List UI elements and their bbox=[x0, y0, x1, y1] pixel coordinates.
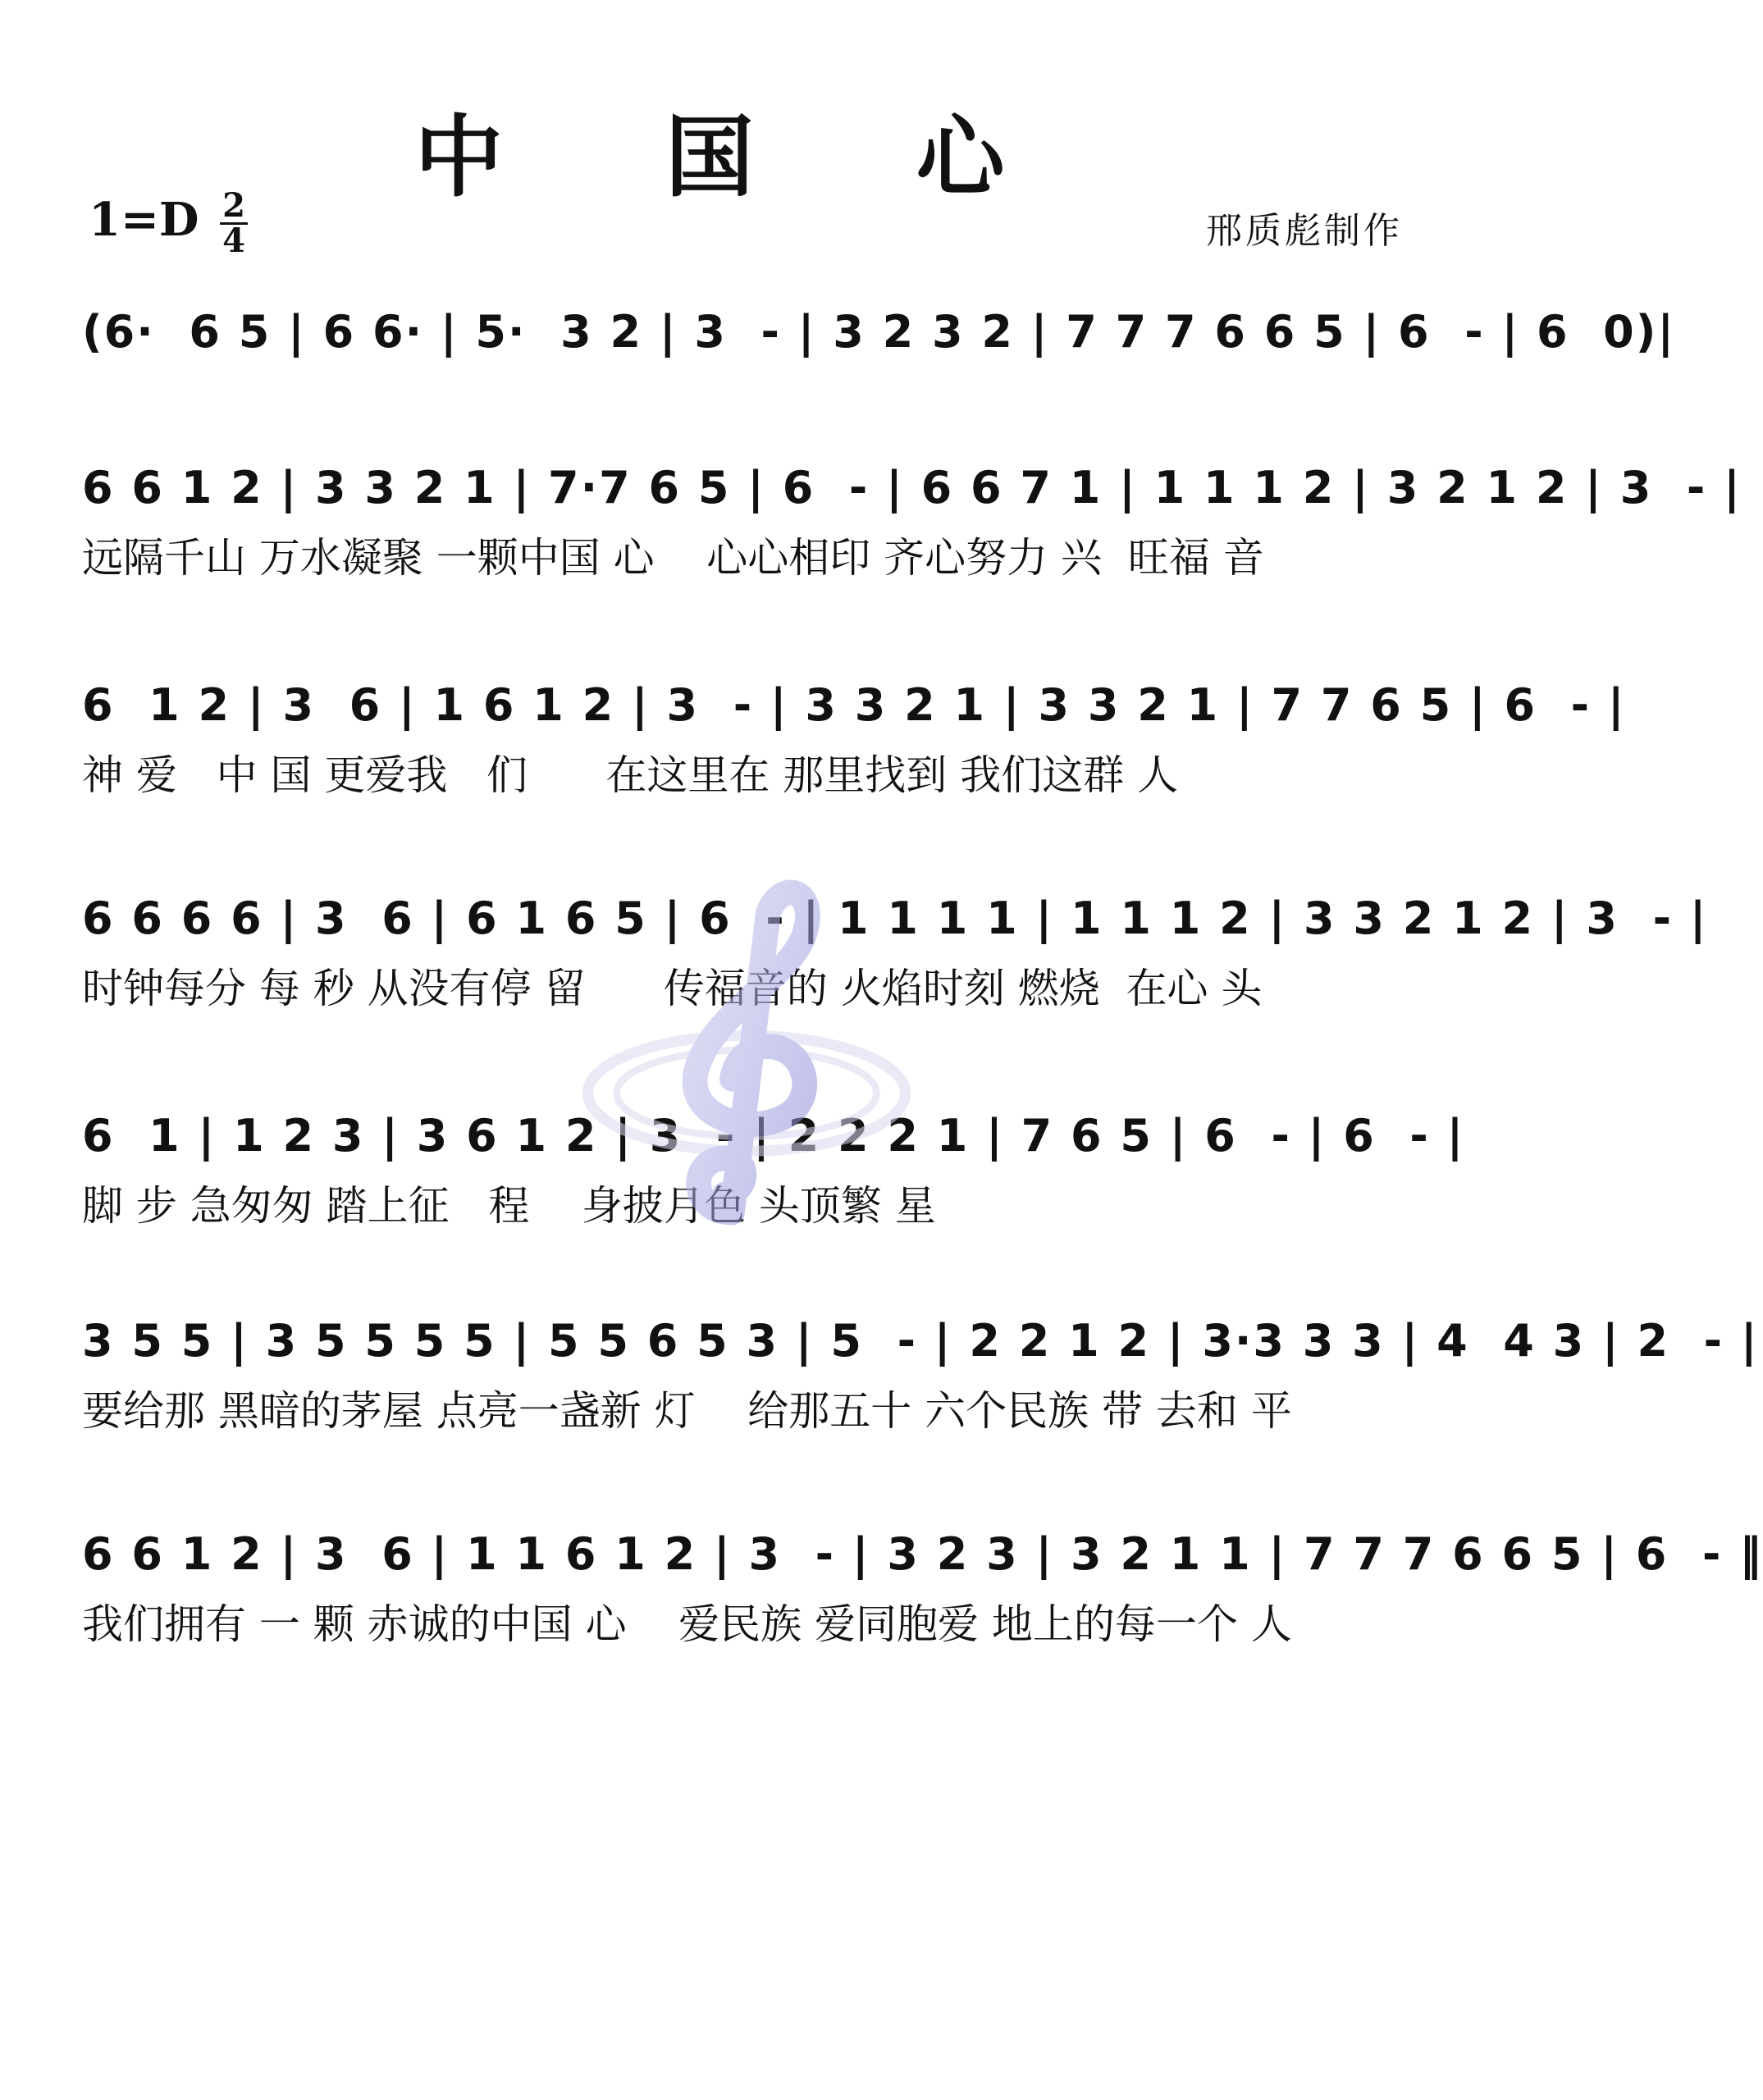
notation-line: 6 6 6 6 | 3 6 | 6 1 6 5 | 6 - | 1 1 1 1 | 1 1 1 2 | 3 3 2 1 2 | 3 - | bbox=[82, 892, 1708, 944]
key-signature: 1=D bbox=[89, 193, 199, 247]
score-line bbox=[82, 1513, 1763, 1727]
lyrics-line: 我们拥有 一 颗 赤诚的中国 心 爱民族 爱同胞爱 地上的每一个 人 bbox=[82, 1600, 1292, 1648]
score-line bbox=[82, 664, 1626, 878]
lyrics-line: 要给那 黑暗的茅屋 点亮一盏新 灯 给那五十 六个民族 带 去和 平 bbox=[82, 1387, 1292, 1435]
song-title: 中 国 心 bbox=[414, 107, 1071, 209]
author-credit: 邢质彪制作 bbox=[1206, 210, 1403, 252]
time-signature-bottom: 4 bbox=[222, 221, 245, 260]
time-signature-top: 2 bbox=[222, 186, 245, 225]
lyrics-line: 神 爱 中 国 更爱我 们 在这里在 那里找到 我们这群 人 bbox=[82, 751, 1179, 799]
score-line bbox=[82, 1300, 1759, 1513]
notation-line: (6· 6 5 | 6 6· | 5· 3 2 | 3 - | 3 2 3 2 | 7 7 7 6 6 5 | 6 - | 6 0)| bbox=[82, 306, 1676, 358]
time-signature bbox=[220, 186, 248, 260]
notation-line: 3 5 5 | 3 5 5 5 5 | 5 5 6 5 3 | 5 - | 2 2 1 2 | 3·3 3 3 | 4 4 3 | 2 - | bbox=[82, 1315, 1759, 1367]
lyrics-line bbox=[82, 373, 1411, 431]
notation-line: 6 1 2 | 3 6 | 1 6 1 2 | 3 - | 3 3 2 1 | 3 3 2 1 | 7 7 6 5 | 6 - | bbox=[82, 679, 1626, 731]
notation-line: 6 6 1 2 | 3 6 | 1 1 6 1 2 | 3 - | 3 2 3 | 3 2 1 1 | 7 7 7 6 6 5 | 6 - ‖ bbox=[82, 1528, 1763, 1580]
lyrics-line: 脚 步 急匆匆 踏上征 程 身披月色 头顶繁 星 bbox=[82, 1182, 936, 1230]
lyrics-line: 时钟每分 每 秒 从没有停 留 传福音的 火焰时刻 燃烧 在心 头 bbox=[82, 965, 1263, 1012]
treble-clef-watermark-icon bbox=[566, 870, 927, 1230]
notation-line: 6 6 1 2 | 3 3 2 1 | 7·7 6 5 | 6 - | 6 6 7 1 | 1 1 1 2 | 3 2 1 2 | 3 - | bbox=[82, 462, 1742, 514]
lyrics-line: 远隔千山 万水凝聚 一颗中国 心 心心相印 齐心努力 兴 旺福 音 bbox=[82, 534, 1264, 582]
score-line bbox=[82, 447, 1742, 660]
notation-line: 6 1 | 1 2 3 | 3 6 1 2 | 3 - | 2 2 2 1 | 7 6 5 | 6 - | 6 - | bbox=[82, 1110, 1465, 1162]
